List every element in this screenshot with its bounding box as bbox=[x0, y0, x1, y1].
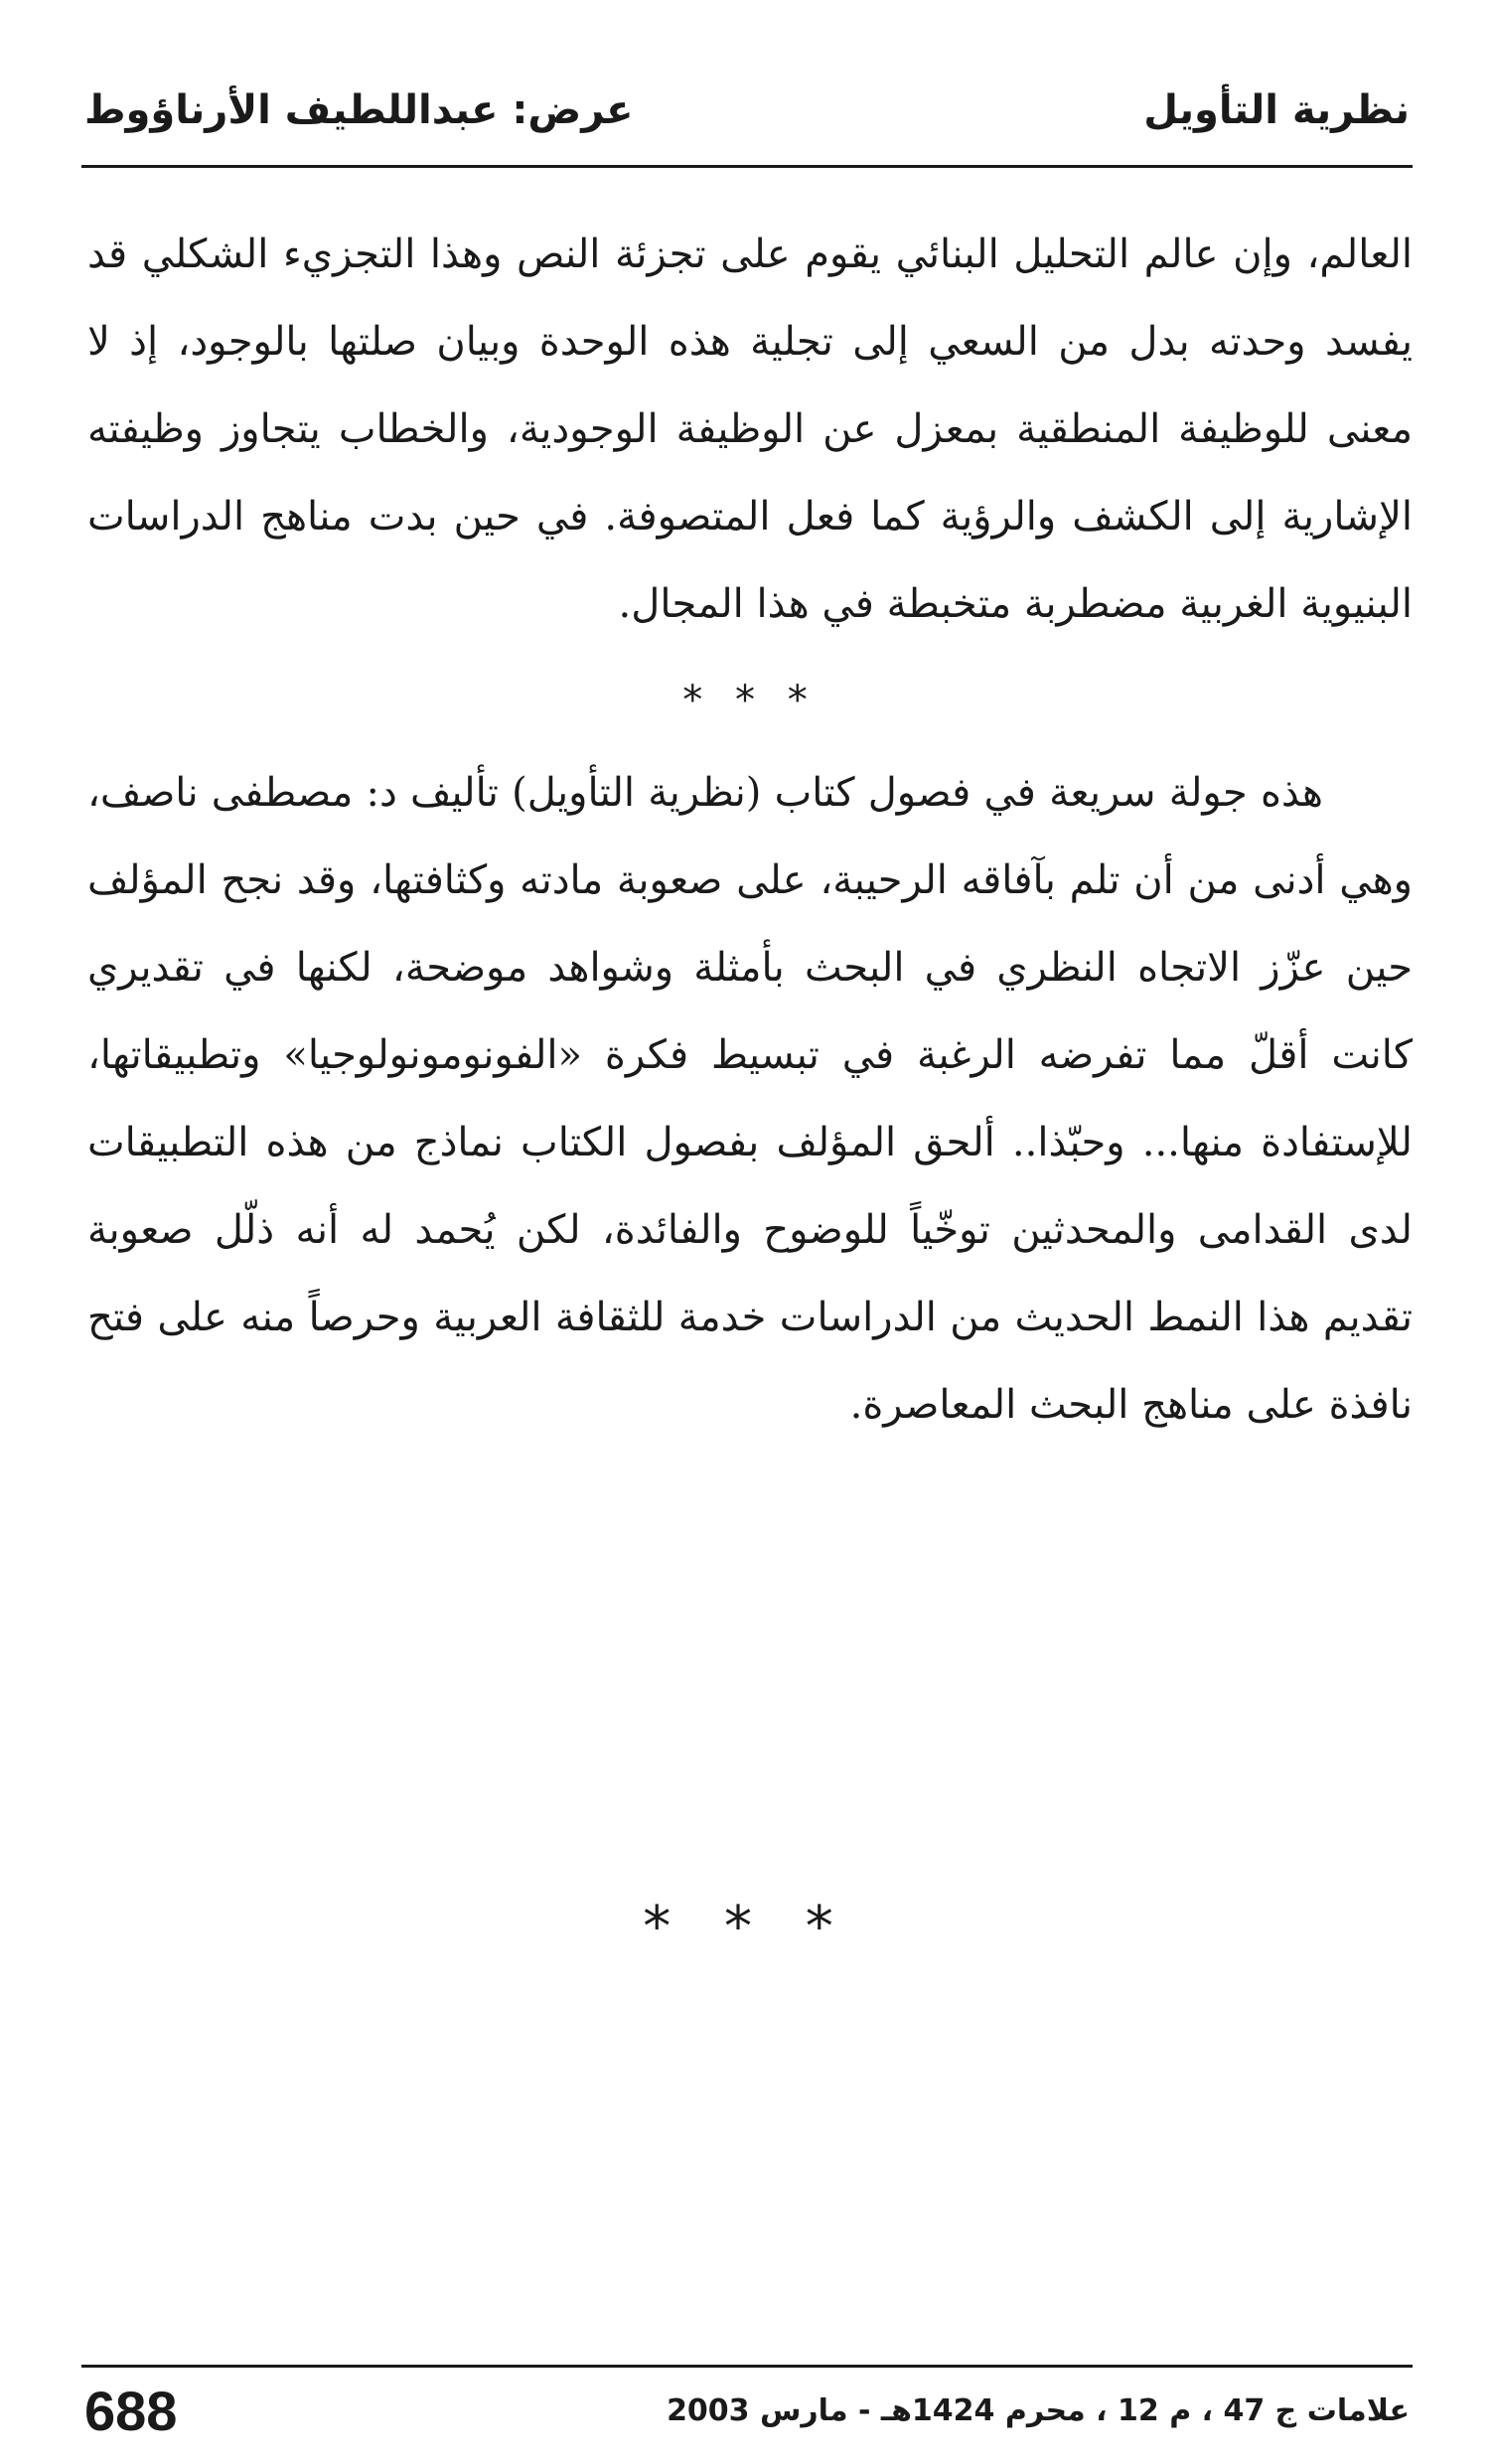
running-header bbox=[84, 77, 1410, 167]
section-separator-1: * * * bbox=[682, 678, 818, 723]
paragraph-2: هذه جولة سريعة في فصول كتاب (نظرية التأويل) تأليف د: مصطفى ناصف، وهي أدنى من أن تلم بآفاقه الرحيبة، على صعوبة مادته وكثافتها، وقد نجح المؤلف حين عزّز الاتجاه النظري في البحث بأمثلة وشواهد موضحة، لكنها في تقديري كانت أقلّ مما تفرضه الرغبة في تبسيط فكرة «الفونومونولوجيا» وتطبيقاتها، للإستفادة منها... وحبّذا.. ألحق المؤلف بفصول الكتاب نماذج من هذه التطبيقات لدى القدامى والمحدثين توخّياً للوضوح والفائدة، لكن يُحمد له أنه ذلّل صعوبة تقديم هذا النمط الحديث من الدراسات خدمة للثقافة العربية وحرصاً منه على فتح نافذة على مناهج البحث المعاصرة. bbox=[87, 770, 1414, 1428]
section-separator-2: * * * bbox=[643, 1895, 851, 1959]
page-number: 688 bbox=[84, 2380, 178, 2442]
header-rule bbox=[81, 165, 1413, 168]
running-footer bbox=[84, 2377, 1410, 2446]
issue-info: علامات ج 47 ، م 12 ، محرم 1424هـ - مارس 2003 bbox=[667, 2393, 1410, 2428]
reviewer-credit: عرض: عبداللطيف الأرناؤوط bbox=[84, 87, 634, 133]
book-title: نظرية التأويل bbox=[1143, 87, 1410, 133]
article-body bbox=[87, 211, 1413, 1449]
paragraph-1: العالم، وإن عالم التحليل البنائي يقوم على تجزئة النص وهذا التجزيء الشكلي قد يفسد وحدته بدل من السعي إلى تجلية هذه الوحدة وبيان صلتها بالوجود، إذ لا معنى للوظيفة المنطقية بمعزل عن الوظيفة الوجودية، والخطاب يتجاوز وظيفته الإشارية إلى الكشف والرؤية كما فعل المتصوفة. في حين بدت مناهج الدراسات البنيوية الغربية مضطربة متخبطة في هذا المجال. bbox=[87, 231, 1413, 627]
footer-rule bbox=[81, 2365, 1413, 2368]
